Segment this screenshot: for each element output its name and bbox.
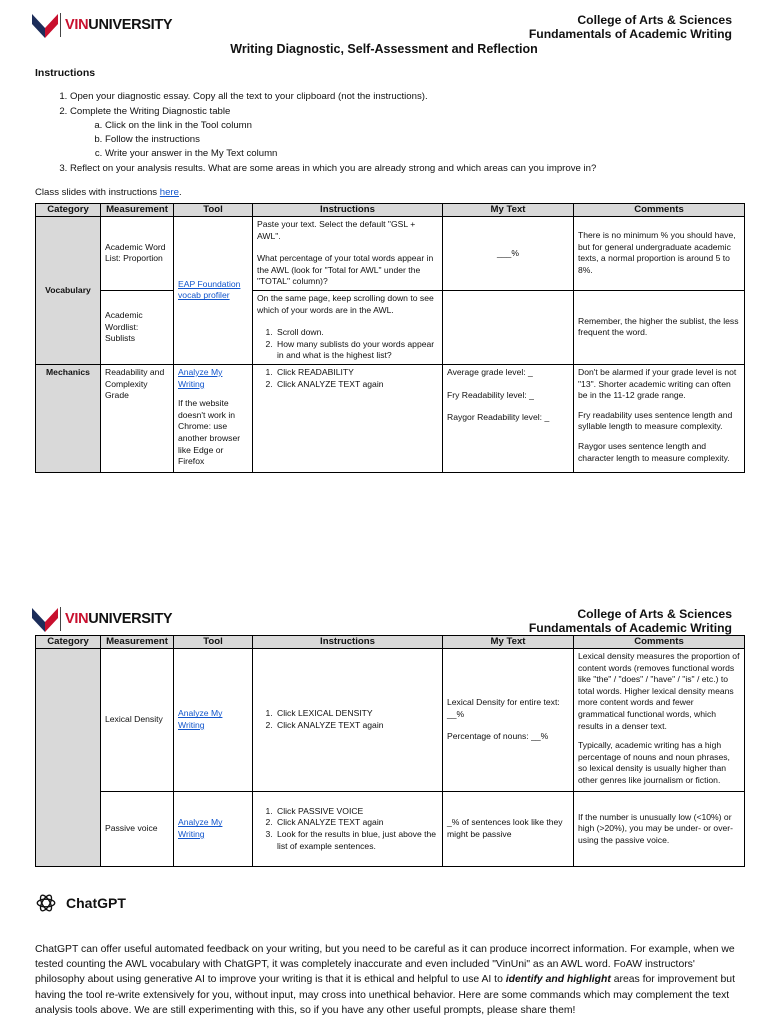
col-measurement: Measurement bbox=[101, 636, 174, 649]
openai-logo-icon bbox=[35, 892, 57, 914]
college-name: College of Arts & Sciences bbox=[577, 607, 732, 621]
measurement-awl-proportion: Academic Word List: Proportion bbox=[101, 217, 174, 291]
logo-vin: VIN bbox=[65, 17, 89, 33]
category-vocabulary: Vocabulary bbox=[36, 217, 101, 365]
mytext-awl-percent[interactable]: ___% bbox=[443, 217, 574, 291]
instruction-step-2c: c. Write your answer in the My Text column bbox=[105, 147, 745, 161]
chatgpt-title: ChatGPT bbox=[66, 895, 126, 911]
measurement-readability: Readability and Complexity Grade bbox=[101, 364, 174, 472]
analyze-my-writing-link[interactable]: Analyze My Writing bbox=[178, 366, 223, 389]
table-row bbox=[36, 649, 745, 792]
instructions-awl-sublists: On the same page, keep scrolling down to see which of your words are in the AWL. 1. Scroll down. 2. How many sublists do your words appear in and what is the highest list? bbox=[253, 290, 443, 364]
comments-awl-sublists: Remember, the higher the sublist, the less frequent the word. bbox=[574, 290, 745, 364]
diagnostic-table-2 bbox=[35, 635, 745, 867]
col-my-text: My Text bbox=[443, 636, 574, 649]
logo-vin: VIN bbox=[65, 611, 89, 627]
table-header-row bbox=[36, 204, 745, 217]
table-row bbox=[36, 364, 745, 472]
instructions-heading: Instructions bbox=[35, 67, 96, 79]
instruction-step-2: 2. Complete the Writing Diagnostic table a. Click on the link in the Tool column b. Follow the instructions c. Write your answer in the My Text column bbox=[70, 105, 745, 162]
instruction-step-2a: a. Click on the link in the Tool column bbox=[105, 119, 745, 133]
chatgpt-heading bbox=[35, 892, 126, 914]
eap-vocab-profiler-link[interactable]: EAP Foundation vocab profiler bbox=[178, 278, 241, 301]
instructions-passive-voice: 1. Click PASSIVE VOICE 2. Click ANALYZE TEXT again 3. Look for the results in blue, just above the list of example sentences. bbox=[253, 792, 443, 867]
instructions-section bbox=[35, 66, 745, 200]
mytext-readability[interactable]: Average grade level: _ Fry Readability level: _ Raygor Readability level: _ bbox=[443, 364, 574, 472]
mytext-passive-voice[interactable]: _% of sentences look like they might be passive bbox=[443, 792, 574, 867]
header-right bbox=[529, 608, 732, 635]
instructions-awl-proportion: Paste your text. Select the default "GSL + AWL". What percentage of your total words appear in the AWL (look for "Total for AWL" under the "TOTAL" column)? bbox=[253, 217, 443, 291]
course-name: Fundamentals of Academic Writing bbox=[528, 620, 732, 635]
tool-readability: Analyze My Writing If the website doesn't work in Chrome: use another browser like Edge or Firefox bbox=[174, 364, 253, 472]
col-comments: Comments bbox=[574, 636, 745, 649]
diagnostic-table-1 bbox=[35, 203, 745, 473]
tool-lexical-density bbox=[174, 649, 253, 792]
tool-cell bbox=[174, 217, 253, 365]
logo-university: UNIVERSITY bbox=[88, 17, 173, 33]
vinuniversity-logo bbox=[32, 12, 172, 38]
instructions-lexical-density: 1. Click LEXICAL DENSITY 2. Click ANALYZE TEXT again bbox=[253, 649, 443, 792]
analyze-my-writing-link[interactable]: Analyze My Writing bbox=[178, 817, 223, 839]
mytext-sublists[interactable] bbox=[443, 290, 574, 364]
comments-readability: Don't be alarmed if your grade level is not "13". Shorter academic writing can often be in the 11-12 grade range. Fry readability uses sentence length and syllable length to measure complexity. Raygor uses sentence length and character length to measure complexity. bbox=[574, 364, 745, 472]
col-tool: Tool bbox=[174, 204, 253, 217]
col-instructions: Instructions bbox=[253, 636, 443, 649]
tool-passive-voice bbox=[174, 792, 253, 867]
mytext-lexical-density[interactable]: Lexical Density for entire text: __% Percentage of nouns: __% bbox=[443, 649, 574, 792]
col-category: Category bbox=[36, 636, 101, 649]
measurement-passive-voice: Passive voice bbox=[101, 792, 174, 867]
col-my-text: My Text bbox=[443, 204, 574, 217]
col-tool: Tool bbox=[174, 636, 253, 649]
col-instructions: Instructions bbox=[253, 204, 443, 217]
col-comments: Comments bbox=[574, 204, 745, 217]
col-measurement: Measurement bbox=[101, 204, 174, 217]
comments-awl-proportion: There is no minimum % you should have, but for general undergraduate academic texts, a normal proportion is around 5 to 8%. bbox=[574, 217, 745, 291]
header-right bbox=[529, 14, 732, 41]
instructions-readability: 1. Click READABILITY 2. Click ANALYZE TEXT again bbox=[253, 364, 443, 472]
category-mechanics: Mechanics bbox=[36, 364, 101, 472]
instruction-step-1: 1. Open your diagnostic essay. Copy all the text to your clipboard (not the instructions). bbox=[70, 90, 745, 104]
instruction-step-3: 3. Reflect on your analysis results. What are some areas in which you are already strong and which areas can you improve in? bbox=[70, 162, 745, 176]
category-empty bbox=[36, 649, 101, 867]
vinuni-chevron-icon bbox=[32, 606, 58, 632]
vinuni-chevron-icon bbox=[32, 12, 58, 38]
measurement-lexical-density: Lexical Density bbox=[101, 649, 174, 792]
class-slides-link[interactable]: here bbox=[159, 187, 179, 199]
col-category: Category bbox=[36, 204, 101, 217]
college-name: College of Arts & Sciences bbox=[577, 13, 732, 27]
chatgpt-paragraph: ChatGPT can offer useful automated feedback on your writing, but you need to be careful as it can produce incorrect information. For example, when we tested counting the AWL vocabulary with ChatGPT, it was completely inaccurate and even included "VinUni" as an AWL word. FoAW instructors' philosophy about using generative AI to improve your writing is that it is ethical and helpful to use AI to identify and highlight areas for improvement but having the tool re-write extensively for you, without input, may cross into unethical behavior. Here are some commands which may complement the text analysis tools above. We are still experimenting with this, so if you have any other useful prompts, please share them! bbox=[35, 944, 735, 1016]
emphasis-identify-highlight: identify and highlight bbox=[505, 974, 611, 986]
page-2 bbox=[0, 590, 768, 1024]
table-header-row bbox=[36, 636, 745, 649]
comments-passive-voice: If the number is unusually low (<10%) or high (>20%), you may be under- or over-using the passive voice. bbox=[574, 792, 745, 867]
class-slides-line: Class slides with instructions here. bbox=[35, 187, 182, 199]
instruction-step-2b: b. Follow the instructions bbox=[105, 133, 745, 147]
table-row bbox=[36, 792, 745, 867]
instructions-list bbox=[70, 90, 745, 176]
analyze-my-writing-link[interactable]: Analyze My Writing bbox=[178, 708, 223, 730]
table-row bbox=[36, 290, 745, 364]
logo-university: UNIVERSITY bbox=[88, 611, 173, 627]
measurement-awl-sublists: Academic Wordlist: Sublists bbox=[101, 290, 174, 364]
comments-lexical-density: Lexical density measures the proportion of content words (removes functional words like "the" / "does" / "have" / "is" / etc.) to total words. Higher lexical density means more content words and fewer grammatical functional words, which results in a denser text. Typically, academic writing has a high percentage of nouns and noun phrases, so lexical density is usually higher than other genres like journalism or fiction. bbox=[574, 649, 745, 792]
course-name: Fundamentals of Academic Writing bbox=[528, 26, 732, 41]
vinuniversity-logo bbox=[32, 606, 172, 632]
table-row bbox=[36, 217, 745, 291]
document-title: Writing Diagnostic, Self-Assessment and Reflection bbox=[230, 42, 538, 56]
